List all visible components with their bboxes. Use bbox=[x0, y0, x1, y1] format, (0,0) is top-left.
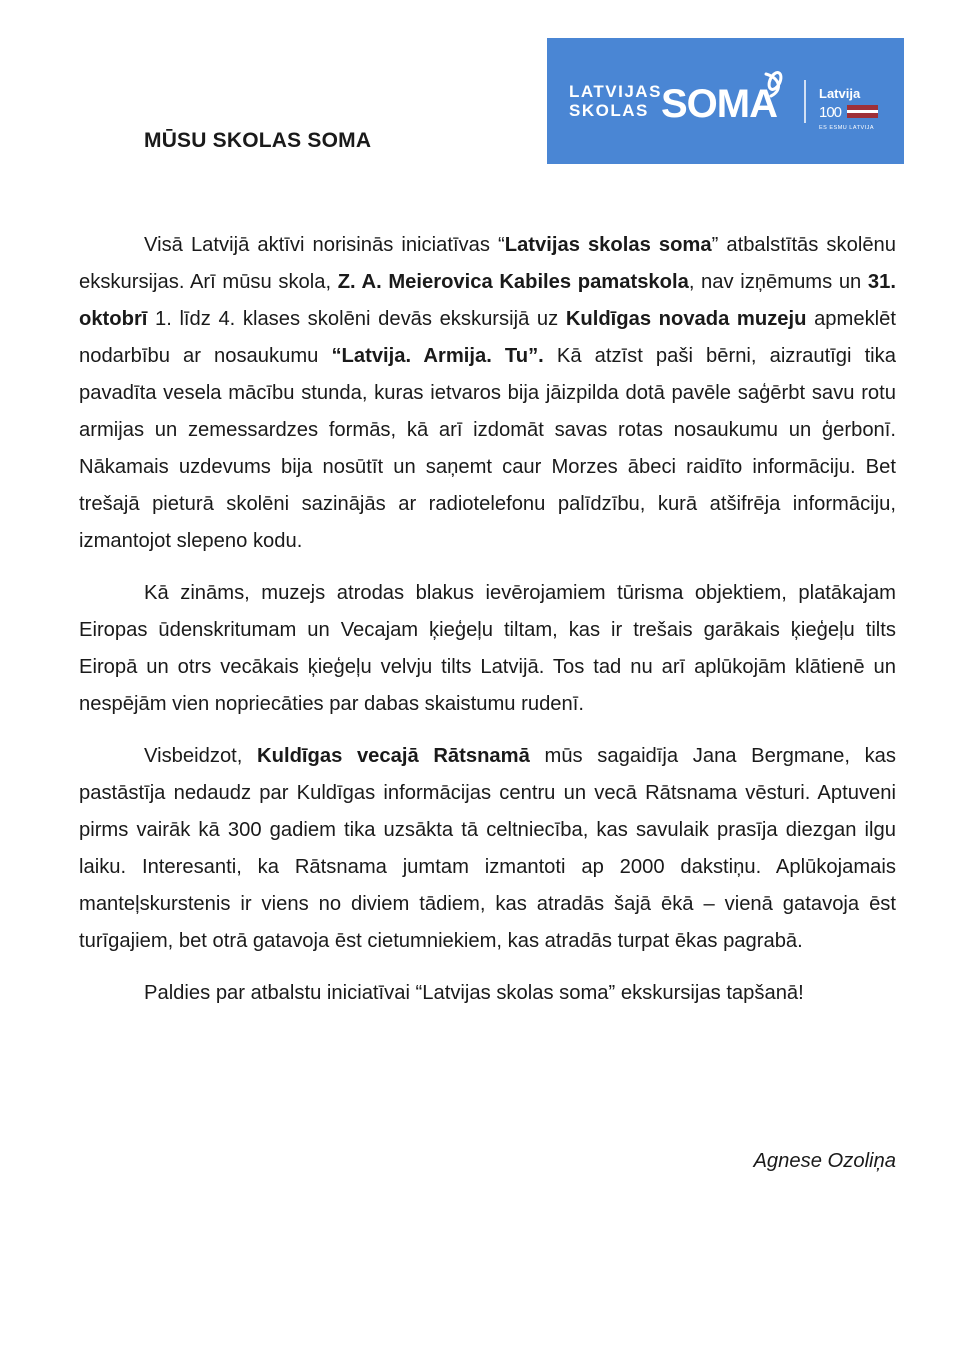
emphasized-text: Latvijas skolas soma bbox=[504, 234, 712, 256]
page-title: MŪSU SKOLAS SOMA bbox=[144, 129, 372, 152]
paragraph-text: 1. līdz 4. klases skolēni devās ekskursijā uz bbox=[147, 308, 566, 330]
paragraph-text: , nav izņēmums un bbox=[688, 271, 868, 293]
emphasized-text: “Latvija. Armija. Tu”. bbox=[331, 345, 544, 367]
logo-line2: SKOLAS bbox=[569, 101, 649, 120]
paragraph-text: mūs sagaidīja Jana Bergmane, kas pastāstīja nedaudz par Kuldīgas informācijas centru un vecā Rātsnama vēsturi. Aptuveni pirms vairāk kā 300 gadiem tika uzsākta tā celtniecība, kas savulaik prasīja diezgan ilgu laiku. Interesanti, ka Rātsnama jumtam izmantoti ap 2000 dakstiņu. Aplūkojamais manteļskurstenis ir viens no diviem tādiem, kas atradās šajā ēkā – vienā gatavoja ēst turīgajiem, bet otrā gatavoja ēst cietumniekiem, kas atradās turpat ēkas pagrabā. bbox=[79, 745, 896, 952]
paragraph-text: Kā atzīst paši bērni, aizrautīgi tika pavadīta vesela mācību stunda, kuras ietvaros bija jāizpilda dotā pavēle saģērbt savu rotu armijas un zemessardzes formās, kā arī izdomāt savas rotas nosaukumu un ģerbonī. Nākamais uzdevums bija nosūtīt un saņemt caur Morzes ābeci raidīto informāciju. Bet trešajā pieturā skolēni sazinājās ar radiotelefonu palīdzību, kurā atšifrēja informāciju, izmantojot slepeno kodu. bbox=[79, 345, 896, 552]
article-paragraph bbox=[79, 738, 896, 960]
logo-hundred: 100 bbox=[819, 104, 842, 121]
emphasized-text: Kuldīgas novada muzeju bbox=[565, 308, 807, 330]
logo-line1: LATVIJAS bbox=[569, 82, 662, 101]
article-paragraph bbox=[79, 575, 896, 723]
emphasized-text: Z. A. Meierovica Kabiles pamatskola bbox=[337, 271, 689, 293]
emphasized-text: 31. oktobrī bbox=[79, 271, 896, 330]
article-paragraph bbox=[79, 975, 896, 1012]
latvijas-skolas-soma-logo bbox=[547, 38, 904, 164]
paragraph-text: ” atbalstītās skolēnu ekskursijas. Arī mūsu skola, bbox=[79, 234, 896, 293]
paragraph-text: Visbeidzot, bbox=[144, 745, 258, 767]
paragraph-text: Paldies par atbalstu iniciatīvai “Latvijas skolas soma” ekskursijas tapšanā! bbox=[144, 982, 804, 1004]
logo-brand: SOMA bbox=[661, 82, 777, 126]
logo-motto: ES ESMU LATVIJA bbox=[819, 125, 875, 131]
latvian-flag-icon bbox=[847, 105, 878, 118]
article-paragraph bbox=[79, 227, 896, 560]
logo-graphic bbox=[547, 38, 904, 164]
article-body bbox=[79, 227, 896, 1027]
emphasized-text: Kuldīgas vecajā Rātsnamā bbox=[257, 745, 530, 767]
paragraph-text: Kā zināms, muzejs atrodas blakus ievērojamiem tūrisma objektiem, platākajam Eiropas ūdenskritumam un Vecajam ķieģeļu tiltam, kas ir trešais garākais ķieģeļu tilts Eiropā un otrs vecākais ķieģeļu velvju tilts Latvijā. Tos tad nu arī aplūkojām klātienē un nespējām vien nopriecāties par dabas skaistumu rudenī. bbox=[79, 582, 896, 715]
paragraph-text: Visā Latvijā aktīvi norisinās iniciatīvas “ bbox=[144, 234, 505, 256]
author-signature: Agnese Ozoliņa bbox=[753, 1150, 896, 1172]
paragraph-text: apmeklēt nodarbību ar nosaukumu bbox=[79, 308, 896, 367]
logo-latvija: Latvija bbox=[819, 86, 861, 101]
